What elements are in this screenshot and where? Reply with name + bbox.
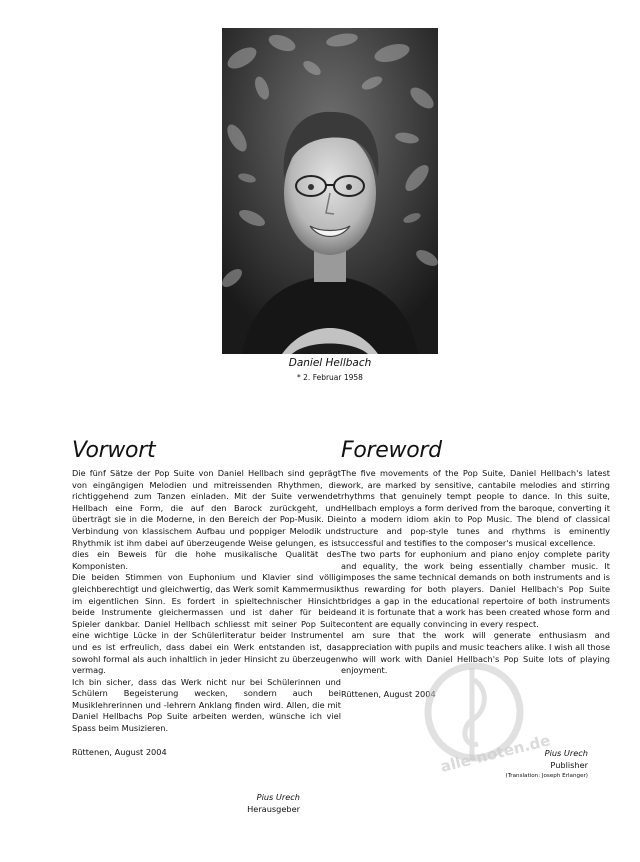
translation-note: (Translation: Joseph Erlanger) [505, 773, 588, 780]
portrait-illustration [222, 28, 438, 354]
foreword-paragraph-2: The two parts for euphonium and piano enjoy complete parity and equality, the work being essentially chamber music. It imposes the same technical demands on both instruments and is thus rewarding for both players. Daniel Hellbach's Pop Suite bridges a gap in the educational repertoire of both instruments and it is fortunate that a work has been created whose form and content are equally convincing in every respect. [341, 549, 610, 629]
vorwort-paragraph-2: Die beiden Stimmen von Euphonium und Klavier sind völlig gleichberechtigt und gleichwertig, das Werk somit Kammermusik im eigentlichen Sinn. Es fordert in spieltechnischer Hinsicht beide Instrumente gleichermassen und ist daher für beide Spieler dankbar. Daniel Hellbach schliesst mit seiner Pop Suite eine wichtige Lücke in der Schülerliteratur beider Instrumente und es ist erfreulich, dass dabei ein Werk entstanden ist, das sowohl formal als auch inhaltlich in jeder Hinsicht zu überzeugen vermag. [72, 572, 341, 676]
photo-caption-birthdate: * 2. Februar 1958 [297, 373, 363, 382]
foreword-paragraph-1: The five movements of the Pop Suite, Daniel Hellbach's latest work, are marked by sensitive, cantabile melodies and stirring rhythms that genuinely tempt people to dance. In this suite, Hellbach employs a form derived from the baroque, converting it into a modern idiom akin to Pop Music. The blend of classical structure and pop-style tunes and rhythms is eminently successful and testifies to the composer's musical excellence. [341, 468, 610, 548]
foreword-paragraph-3: I am sure that the work will generate enthusiasm and appreciation with pupils and music teachers alike. I wish all those who will work with Daniel Hellbach's Pop Suite lots of playing enjoyment. [341, 630, 610, 676]
foreword-signature-role: Publisher [550, 759, 588, 770]
vorwort-signature-name: Pius Urech [256, 792, 300, 802]
foreword-place-date: Rüttenen, August 2004 [341, 688, 436, 699]
vorwort-place-date: Rüttenen, August 2004 [72, 746, 167, 757]
photo-caption-name: Daniel Hellbach [288, 357, 372, 369]
vorwort-paragraph-1: Die fünf Sätze der Pop Suite von Daniel Hellbach sind geprägt von eingängigen Melodien und mitreissenden Rhythmen, die richtiggehend zum Tanzen einladen. Mit der Suite verwendet Hellbach eine Form, die auf den Barock zurückgeht, und überträgt sie in die Moderne, in den Bereich der Pop-Musik. Die Verbindung von klassischem Aufbau und poppiger Melodik und Rhythmik ist ihm dabei auf überzeugende Weise gelungen, es ist dies ein Beweis für die hohe musikalische Qualität des Komponisten. [72, 468, 341, 571]
foreword-heading: Foreword [341, 438, 442, 463]
vorwort-column [72, 438, 341, 758]
vorwort-heading: Vorwort [72, 438, 156, 463]
watermark-logo [412, 660, 582, 790]
portrait-photo [222, 28, 438, 354]
vorwort-paragraph-3: Ich bin sicher, dass das Werk nicht nur bei Schülerinnen und Schülern Begeisterung wecken, sondern auch bei Musiklehrerinnen und -lehrern Anklang finden wird. Allen, die mit Daniel Hellbachs Pop Suite arbeiten werden, wünsche ich viel Spass beim Musizieren. [72, 676, 341, 734]
vorwort-signature-role: Herausgeber [247, 803, 300, 814]
watermark-text: alle-noten.de [438, 731, 553, 776]
vorwort-signature [160, 792, 300, 815]
foreword-signature-name: Pius Urech [544, 748, 588, 758]
